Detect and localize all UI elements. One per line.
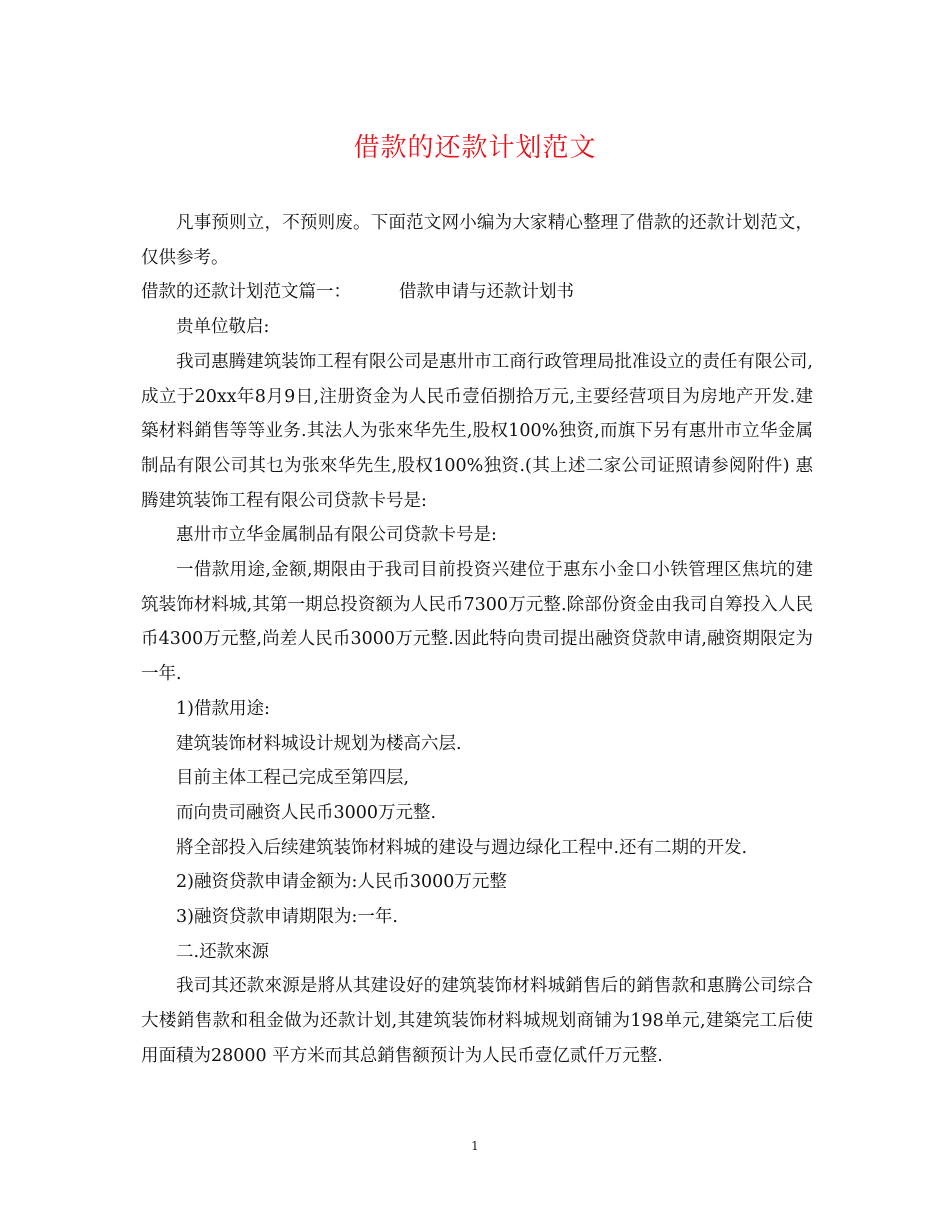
paragraph-loan-amount: 2)融资贷款申请金额为:人民币3000万元整 [176, 872, 507, 893]
paragraph-loan-term: 3)融资贷款申请期限为:一年. [176, 907, 398, 928]
document-body [141, 206, 813, 1074]
paragraph-repayment-heading: 二.还款來源 [176, 941, 270, 962]
paragraph-loan-purpose-amount: 一借款用途,金额,期限由于我司目前投资兴建位于惠东小金口小铁管理区焦坑的建筑装饰材料城,其第一期总投资额为人民币7300万元整.除部份资金由我司自筹投入人民币4300万元整,尚差人民币3000万元整.因此特向贵司提出融资贷款申请,融资期限定为一年. [141, 560, 813, 685]
paragraph-company-info: 我司惠腾建筑装饰工程有限公司是惠卅市工商行政管理局批准设立的责任有限公司,成立于20xx年8月9日,注册资金为人民币壹佰捌拾万元,主要经营项目为房地产开发.建築材料銷售等等业务.其法人为张來华先生,股权100%独资,而旗下另有惠卅市立华金属制品有限公司其乜为张來华先生,股权100%独资.(其上述二家公司证照请参阅附件) 惠腾建筑装饰工程有限公司贷款卡号是: [141, 351, 813, 511]
paragraph-purpose-heading: 1)借款用途: [176, 698, 270, 719]
paragraph-purpose-line-3: 而向贵司融资人民币3000万元整. [176, 802, 437, 823]
paragraph-loan-card: 惠卅市立华金属制品有限公司贷款卡号是: [176, 525, 497, 546]
paragraph-purpose-line-4: 將全部投入后续建筑装饰材料城的建设与週边绿化工程中.还有二期的开发. [176, 837, 748, 858]
page-number: 1 [471, 1139, 479, 1153]
section-heading-right: 借款申请与还款计划书 [399, 282, 574, 303]
section-heading [141, 275, 813, 310]
paragraph-repayment-source: 我司其还款來源是將从其建设好的建筑装饰材料城銷售后的銷售款和惠腾公司综合大楼銷售款和租金做为还款计划,其建筑装饰材料城规划商铺为198单元,建築完工后使用面積为28000 平方米而其总銷售额预计为人民币壹亿贰仟万元整. [141, 976, 813, 1066]
salutation: 贵单位敬启: [176, 317, 270, 338]
document-title: 借款的还款计划范文 [353, 133, 597, 163]
section-heading-left: 借款的还款计划范文篇一： [141, 282, 351, 303]
paragraph-purpose-line-1: 建筑装饰材料城设计规划为楼高六层. [176, 733, 462, 754]
paragraph-purpose-line-2: 目前主体工程己完成至第四层, [176, 768, 410, 789]
intro-paragraph: 凡事预则立，不预则废。下面范文网小编为大家精心整理了借款的还款计划范文，仅供参考。 [141, 213, 813, 268]
